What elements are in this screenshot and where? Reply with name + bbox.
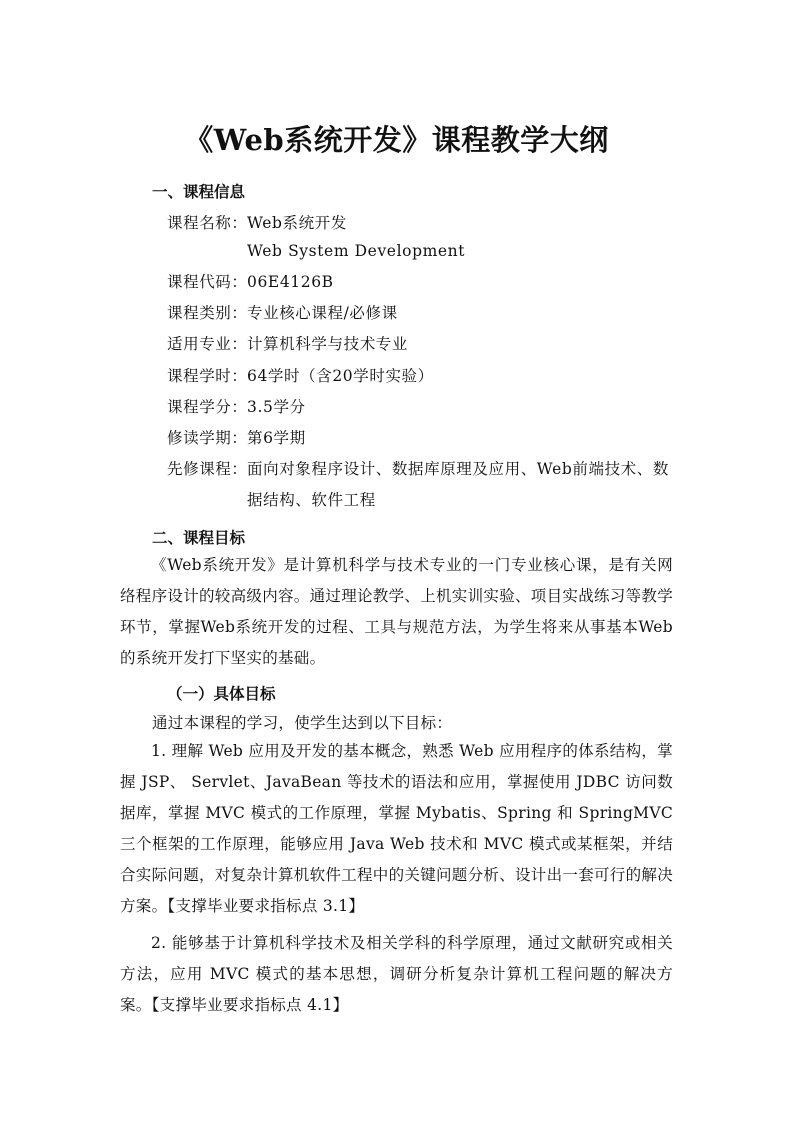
course-name-label: 课程名称： — [167, 214, 248, 232]
info-row-prerequisites — [167, 457, 669, 479]
sub-heading-specific-goals: （一）具体目标 — [167, 685, 276, 703]
course-name-en: Web System Development — [247, 242, 466, 260]
course-name-cn: Web系统开发 — [247, 214, 347, 232]
credits-label: 课程学分： — [167, 398, 248, 416]
course-code-label: 课程代码： — [167, 273, 248, 291]
goal-item-1: 1. 理解 Web 应用及开发的基本概念，熟悉 Web 应用程序的体系结构，掌握 JSP、 Servlet、JavaBean 等技术的语法和应用，掌握使用 JDBC 访问数据库，掌握 MVC 模式的工作原理，掌握 Mybatis、Spring 和 SpringMVC 三个框架的工作原理，能够应用 Java Web 技术和 MVC 模式或某框架，并结合实际问题，对复杂计算机软件工程中的关键问题分析、设计出一套可行的解决方案。【支撑毕业要求指标点 3.1】 — [120, 742, 674, 915]
goals-lead-text: 通过本课程的学习，使学生达到以下目标： — [152, 714, 453, 732]
goal-item-2: 2. 能够基于计算机科学技术及相关学科的科学原理，通过文献研究或相关方法，应用 MVC 模式的基本思想，调研分析复杂计算机工程问题的解决方案。【支撑毕业要求指标点 4.1】 — [120, 934, 673, 1014]
major-label: 适用专业： — [167, 335, 248, 353]
info-row-course-code — [167, 270, 334, 292]
prereq-label: 先修课程： — [167, 460, 248, 478]
prereq-line1: 面向对象程序设计、数据库原理及应用、Web前端技术、数 — [247, 460, 669, 478]
info-row-course-type — [167, 301, 398, 323]
document-title: 《Web系统开发》课程教学大纲 — [184, 123, 609, 157]
semester: 第6学期 — [247, 429, 306, 447]
info-row-course-name — [167, 211, 347, 233]
prereq-line2: 据结构、软件工程 — [247, 491, 376, 509]
section-heading-course-goals: 二、课程目标 — [152, 529, 246, 547]
course-type-label: 课程类别： — [167, 304, 248, 322]
info-row-credits — [167, 395, 306, 417]
info-row-major — [167, 332, 408, 354]
hours: 64学时（含20学时实验） — [247, 367, 434, 385]
goals-intro-paragraph: 《Web系统开发》是计算机科学与技术专业的一门专业核心课，是有关网络程序设计的较高级内容。通过理论教学、上机实训实验、项目实战练习等教学环节，掌握Web系统开发的过程、工具与规范方法，为学生将来从事基本Web的系统开发打下坚实的基础。 — [120, 556, 674, 667]
credits: 3.5学分 — [247, 398, 306, 416]
info-row-semester — [167, 426, 306, 448]
course-code: 06E4126B — [247, 273, 334, 291]
info-row-hours — [167, 364, 434, 386]
section-heading-course-info: 一、课程信息 — [152, 183, 246, 201]
hours-label: 课程学时： — [167, 367, 248, 385]
major: 计算机科学与技术专业 — [247, 335, 409, 353]
course-type: 专业核心课程/必修课 — [247, 304, 398, 322]
semester-label: 修读学期： — [167, 429, 248, 447]
